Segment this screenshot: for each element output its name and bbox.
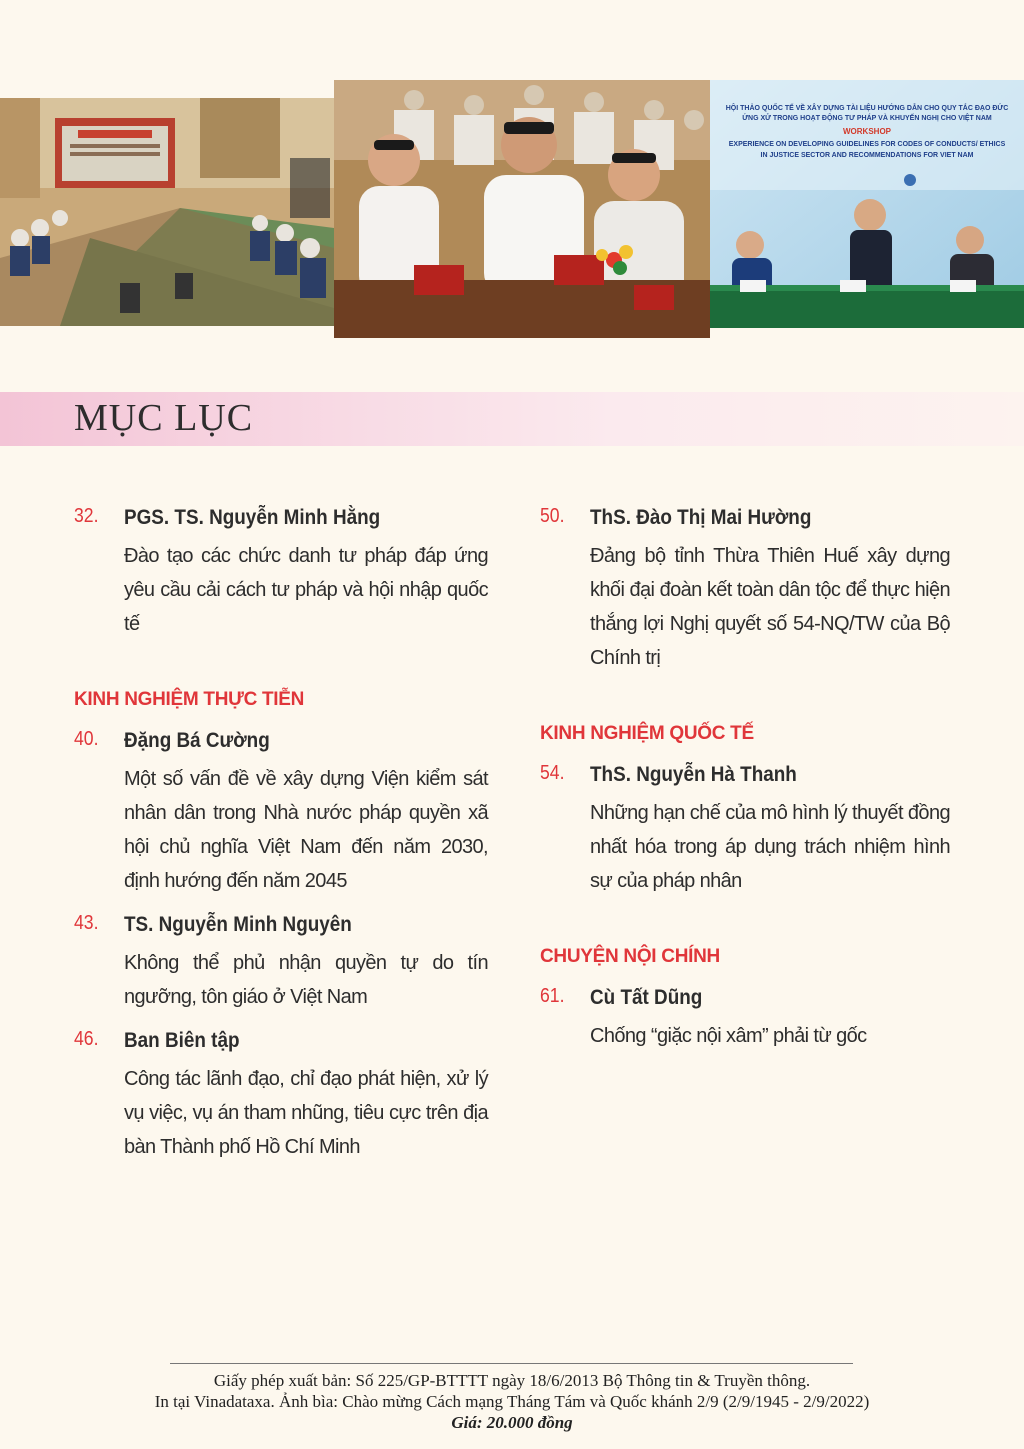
page-number: 50. xyxy=(540,505,565,527)
print-info-line: In tại Vinadataxa. Ảnh bìa: Chào mừng Cách mạng Tháng Tám và Quốc khánh 2/9 (2/9/1945 - 2/9/2022) xyxy=(154,1392,870,1411)
toc-entry[interactable] xyxy=(74,1028,488,1164)
toc-entry[interactable] xyxy=(540,505,950,675)
toc-entry[interactable] xyxy=(540,762,950,898)
banner-line-1: HỘI THẢO QUỐC TẾ VỀ XÂY DỰNG TÀI LIỆU HƯỚNG DẪN CHO QUY TẮC ĐẠO ĐỨC xyxy=(725,105,1009,112)
publication-footer xyxy=(60,1370,964,1433)
entry-author: ThS. Nguyễn Hà Thanh xyxy=(590,763,797,786)
toc-entry[interactable] xyxy=(74,912,488,1014)
license-line: Giấy phép xuất bản: Số 225/GP-BTTTT ngày 18/6/2013 Bộ Thông tin & Truyền thông. xyxy=(213,1371,811,1390)
entry-title: Chống “giặc nội xâm” phải từ gốc xyxy=(590,1025,867,1047)
entry-title: Một số vấn đề về xây dựng Viện kiểm sát nhân dân trong Nhà nước pháp quyền xã hội chủ nghĩa Việt Nam đến năm 2030, định hướng đến năm 2045 xyxy=(124,768,488,892)
banner-line-5: IN JUSTICE SECTOR AND RECOMMENDATIONS FOR VIET NAM xyxy=(760,152,974,159)
officials-seated-photo xyxy=(334,80,710,338)
banner-line-2: ỨNG XỬ TRONG HOẠT ĐỘNG TƯ PHÁP VÀ KHUYẾN NGHỊ CHO VIỆT NAM xyxy=(742,115,992,122)
section-heading-practice: KINH NGHIỆM THỰC TIỄN xyxy=(74,689,305,710)
page-number: 43. xyxy=(74,912,99,934)
page-number: 61. xyxy=(540,985,565,1007)
entry-title: Đào tạo các chức danh tư pháp đáp ứng yêu cầu cải cách tư pháp và hội nhập quốc tế xyxy=(124,545,488,635)
conference-room-photo xyxy=(0,98,334,326)
banner-line-4: EXPERIENCE ON DEVELOPING GUIDELINES FOR CODES OF CONDUCTS/ ETHICS xyxy=(728,141,1006,148)
page-number: 40. xyxy=(74,728,99,750)
toc-left-column xyxy=(74,505,488,1164)
section-heading-internal-affairs: CHUYỆN NỘI CHÍNH xyxy=(540,946,720,967)
entry-author: Ban Biên tập xyxy=(124,1029,240,1052)
entry-author: Cù Tất Dũng xyxy=(590,986,703,1009)
entry-author: Đặng Bá Cường xyxy=(124,729,270,752)
entry-author: TS. Nguyễn Minh Nguyên xyxy=(124,913,352,936)
section-heading-international: KINH NGHIỆM QUỐC TẾ xyxy=(540,723,754,744)
toc-entry[interactable] xyxy=(74,728,488,898)
toc-right-column xyxy=(540,505,950,1053)
page-number: 46. xyxy=(74,1028,99,1050)
page-number: 54. xyxy=(540,762,565,784)
entry-author: ThS. Đào Thị Mai Hường xyxy=(590,506,812,529)
toc-entry[interactable] xyxy=(74,505,488,641)
footer-divider xyxy=(170,1363,853,1364)
entry-title: Công tác lãnh đạo, chỉ đạo phát hiện, xử lý vụ việc, vụ án tham nhũng, tiêu cực trên địa bàn Thành phố Hồ Chí Minh xyxy=(124,1068,488,1158)
photo-strip xyxy=(0,80,1024,338)
page-number: 32. xyxy=(74,505,99,527)
toc-entry[interactable] xyxy=(540,985,950,1053)
workshop-photo xyxy=(710,80,1024,328)
entry-title: Không thể phủ nhận quyền tự do tín ngưỡng, tôn giáo ở Việt Nam xyxy=(124,952,488,1008)
price-line: Giá: 20.000 đồng xyxy=(451,1413,573,1432)
entry-author: PGS. TS. Nguyễn Minh Hằng xyxy=(124,506,381,529)
banner-line-3: WORKSHOP xyxy=(843,127,891,136)
entry-title: Đảng bộ tỉnh Thừa Thiên Huế xây dựng khối đại đoàn kết toàn dân tộc để thực hiện thắng lợi Nghị quyết số 54-NQ/TW của Bộ Chính trị xyxy=(590,545,950,669)
entry-title: Những hạn chế của mô hình lý thuyết đồng nhất hóa trong áp dụng trách nhiệm hình sự của pháp nhân xyxy=(590,802,950,892)
page-title: MỤC LỤC xyxy=(74,397,254,439)
